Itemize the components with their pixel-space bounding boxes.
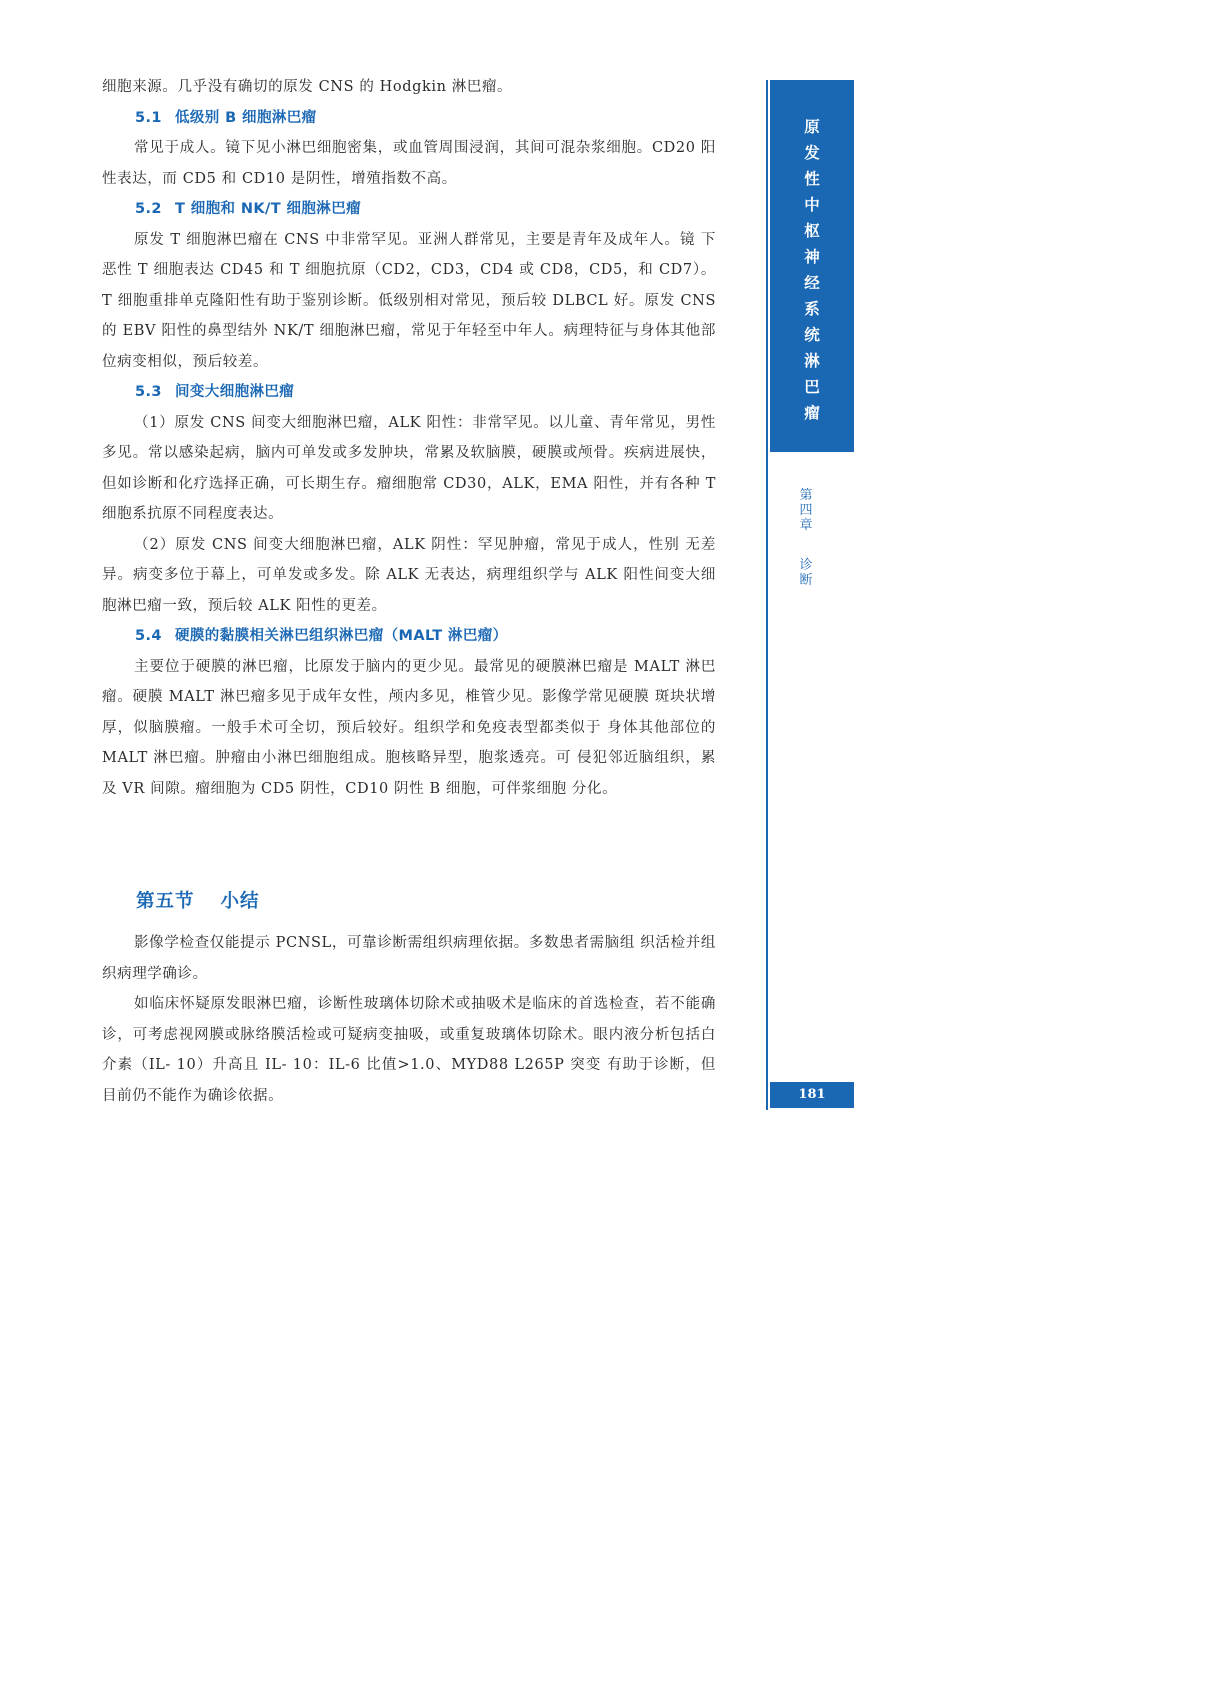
heading-number: 5.2 [135, 201, 162, 217]
paragraph-summary-1: 影像学检查仅能提示 PCNSL，可靠诊断需组织病理依据。多数患者需脑组 织活检并组织病理学确诊。 [102, 935, 716, 982]
summary-text [102, 928, 716, 1111]
title-char: 系 [804, 300, 820, 318]
paragraph-5-2: 原发 T 细胞淋巴瘤在 CNS 中非常罕见。亚洲人群常见，主要是青年及成年人。镜 下恶性 T 细胞表达 CD45 和 T 细胞抗原（CD2，CD3，CD4 或 CD8，CD5，和 CD7）。T 细胞重排单克隆阳性有助于鉴别诊断。低级别相对常见，预后较 DLBCL 好。原发 CNS 的 EBV 阳性的鼻型结外 NK/T 细胞淋巴瘤，常见于年轻至中年人。病理特征与身体其他部位病变相似，预后较差。 [102, 231, 716, 370]
heading-5-4 [102, 621, 716, 652]
section-heading [136, 887, 260, 913]
title-char: 经 [804, 274, 820, 292]
paragraph-5-3-b: （2）原发 CNS 间变大细胞淋巴瘤，ALK 阴性：罕见肿瘤，常见于成人，性别 无差异。病变多位于幕上，可单发或多发。除 ALK 无表达，病理组织学与 ALK 阳性间变大细胞淋巴瘤一致，预后较 ALK 阳性的更差。 [102, 536, 716, 614]
heading-title: 间变大细胞淋巴瘤 [175, 384, 295, 400]
paragraph-5-3-a: （1）原发 CNS 间变大细胞淋巴瘤，ALK 阳性：非常罕见。以儿童、青年常见，男性多见。常以感染起病，脑内可单发或多发肿块，常累及软脑膜，硬膜或颅骨。疾病进展快，但如诊断和化疗选择正确，可长期生存。瘤细胞常 CD30，ALK，EMA 阳性，并有各种 T 细胞系抗原不同程度表达。 [102, 414, 716, 522]
heading-number: 5.4 [135, 628, 162, 644]
main-text [102, 72, 716, 804]
chapter-label [794, 488, 818, 588]
heading-number: 5.3 [135, 384, 162, 400]
chapter-char: 第 [799, 488, 813, 503]
title-char: 枢 [804, 222, 820, 240]
page-number: 181 [770, 1082, 854, 1108]
heading-number: 5.1 [135, 109, 162, 126]
section-number: 第五节 [136, 891, 195, 912]
chapter-char: 断 [799, 573, 813, 588]
chapter-char: 诊 [799, 558, 813, 573]
title-char: 淋 [804, 352, 820, 370]
title-char: 瘤 [804, 404, 820, 422]
chapter-char: 章 [799, 518, 813, 533]
heading-5-2 [102, 194, 716, 225]
section-title: 小结 [220, 891, 260, 912]
book-title-tab [770, 80, 854, 452]
paragraph-intro: 细胞来源。几乎没有确切的原发 CNS 的 Hodgkin 淋巴瘤。 [102, 79, 513, 95]
paragraph-5-4: 主要位于硬膜的淋巴瘤，比原发于脑内的更少见。最常见的硬膜淋巴瘤是 MALT 淋巴瘤。硬膜 MALT 淋巴瘤多见于成年女性，颅内多见，椎管少见。影像学常见硬膜 斑块状增厚，似脑膜瘤。一般手术可全切，预后较好。组织学和免疫表型都类似于 身体其他部位的 MALT 淋巴瘤。肿瘤由小淋巴细胞组成。胞核略异型，胞浆透亮。可 侵犯邻近脑组织，累及 VR 间隙。瘤细胞为 CD5 阴性，CD10 阴性 B 细胞，可伴浆细胞 分化。 [102, 658, 716, 797]
heading-title: T 细胞和 NK/T 细胞淋巴瘤 [175, 201, 361, 217]
title-char: 中 [804, 196, 820, 214]
paragraph-5-1: 常见于成人。镜下见小淋巴细胞密集，或血管周围浸润，其间可混杂浆细胞。CD20 阳性表达，而 CD5 和 CD10 是阴性，增殖指数不高。 [102, 140, 716, 187]
heading-title: 硬膜的黏膜相关淋巴组织淋巴瘤（MALT 淋巴瘤） [175, 628, 508, 644]
title-char: 发 [804, 144, 820, 162]
sidebar-divider [766, 80, 768, 1110]
heading-5-1 [102, 103, 716, 134]
title-char: 原 [804, 118, 820, 136]
title-char: 神 [804, 248, 820, 266]
heading-title: 低级别 B 细胞淋巴瘤 [175, 109, 317, 126]
heading-5-3 [102, 377, 716, 408]
paragraph-summary-2: 如临床怀疑原发眼淋巴瘤，诊断性玻璃体切除术或抽吸术是临床的首选检查，若不能确诊，可考虑视网膜或脉络膜活检或可疑病变抽吸，或重复玻璃体切除术。眼内液分析包括白介素（IL- 10）升高且 IL- 10：IL-6 比值>1.0、MYD88 L265P 突变 有助于诊断，但目前仍不能作为确诊依据。 [102, 996, 716, 1104]
chapter-char: 四 [799, 503, 813, 518]
title-char: 统 [804, 326, 820, 344]
title-char: 巴 [804, 378, 820, 396]
title-char: 性 [804, 170, 820, 188]
